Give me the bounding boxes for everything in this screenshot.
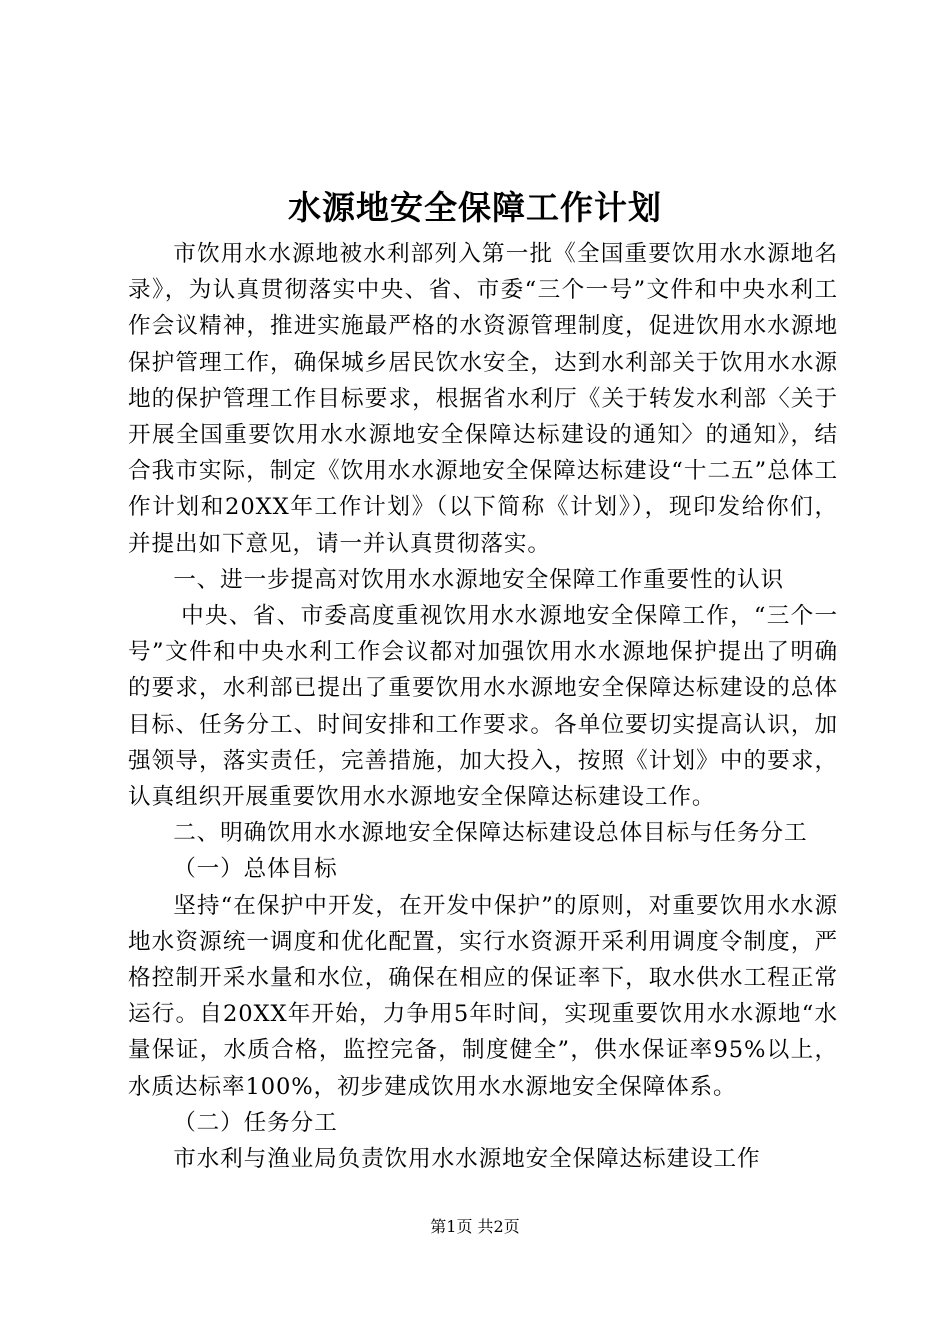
task-division-paragraph: 市水利与渔业局负责饮用水水源地安全保障达标建设工作	[173, 1146, 761, 1173]
section-heading-1: 一、进一步提高对饮用水水源地安全保障工作重要性的认识	[173, 566, 785, 593]
section-heading-2: 二、明确饮用水水源地安全保障达标建设总体目标与任务分工	[173, 820, 808, 847]
section-1-paragraph: 中央、省、市委高度重视饮用水水源地安全保障工作，“三个一号”文件和中央水利工作会议都对加强饮用水水源地保护提出了明确的要求，水利部已提出了重要饮用水水源地安全保障达标建设的总体目标、任务分工、时间安排和工作要求。各单位要切实提高认识，加强领导，落实责任，完善措施，加大投入，按照《计划》中的要求，认真组织开展重要饮用水水源地安全保障达标建设工作。	[128, 603, 838, 811]
document-title: 水源地安全保障工作计划	[288, 188, 662, 227]
overall-goal-paragraph: 坚持“在保护中开发，在开发中保护”的原则，对重要饮用水水源地水资源统一调度和优化配置，实行水资源开采利用调度令制度，严格控制开采水量和水位，确保在相应的保证率下，取水供水工程正常运行。自20XX年开始，力争用5年时间，实现重要饮用水水源地“水量保证，水质合格，监控完备，制度健全”，供水保证率95%以上，水质达标率100%，初步建成饮用水水源地安全保障体系。	[128, 892, 838, 1100]
document-body	[128, 236, 838, 1177]
intro-paragraph: 市饮用水水源地被水利部列入第一批《全国重要饮用水水源地名录》，为认真贯彻落实中央、省、市委“三个一号”文件和中央水利工作会议精神，推进实施最严格的水资源管理制度，促进饮用水水源地保护管理工作，确保城乡居民饮水安全，达到水利部关于饮用水水源地的保护管理工作目标要求，根据省水利厅《关于转发水利部〈关于开展全国重要饮用水水源地安全保障达标建设的通知〉的通知》，结合我市实际，制定《饮用水水源地安全保障达标建设“十二五”总体工作计划和20XX年工作计划》（以下简称《计划》），现印发给你们，并提出如下意见，请一并认真贯彻落实。	[128, 241, 838, 557]
subsection-heading-task-division: （二）任务分工	[173, 1109, 338, 1136]
subsection-heading-overall-goal: （一）总体目标	[173, 856, 338, 883]
page-number-footer: 第1页 共2页	[430, 1217, 520, 1236]
